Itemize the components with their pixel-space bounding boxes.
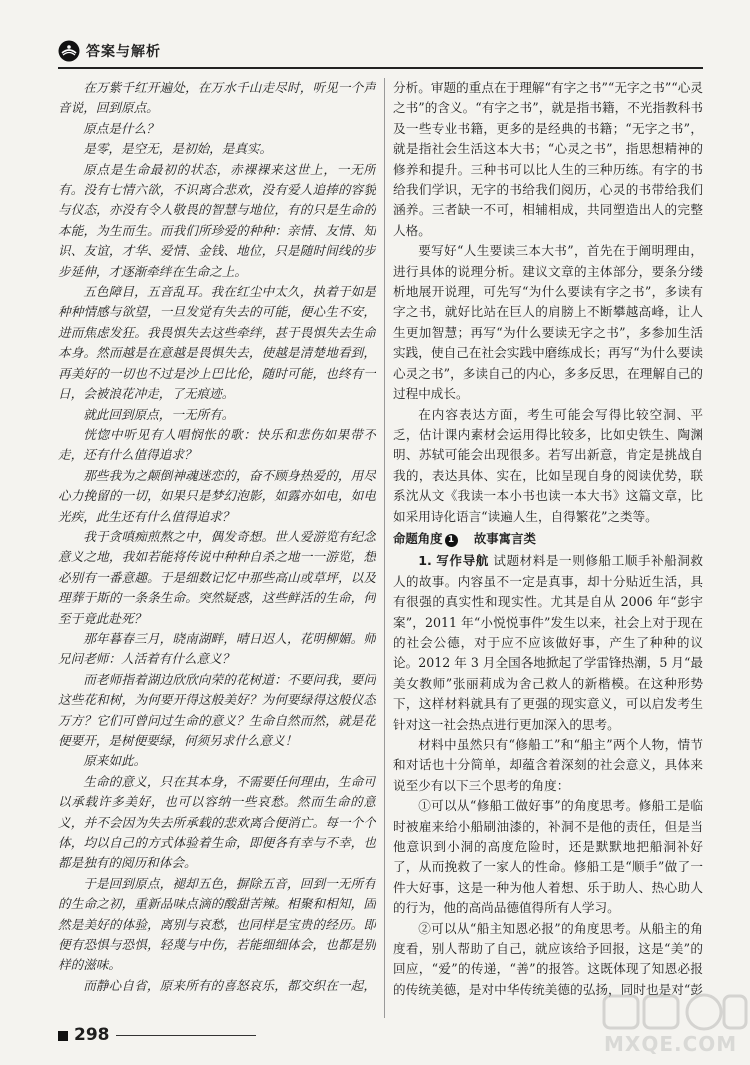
page-footer	[58, 1025, 258, 1049]
right-paragraph: 分析。审题的重点在于理解“有字之书”“无字之书”“心灵之书”的含义。“有字之书”，就是指书籍，不光指教科书及一些专业书籍，更多的是经典的书籍；“无字之书”，就是指社会生活这本大书；“心灵之书”，指思想精神的修养和提升。三种书可以比人生的三种历练。有字的书给我们学识，无字的书给我们阅历，心灵的书带给我们涵养。三者缺一不可，相辅相成，共同塑造出人的完整人格。	[393, 80, 703, 238]
right-paragraph: 在内容表达方面，考生可能会写得比较空洞、平乏，估计课内素材会运用得比较多，比如史铁生、陶渊明、苏轼可能会出现很多。若写出新意，肯定是挑战自我的，表达具体、实在，比如呈现自身的阅读优势，联系沈从文《我读一本小书也读一本大书》这篇文章，比如采用诗化语言“读遍人生，自得繁花”之类等。	[393, 406, 703, 524]
page-number: 298	[74, 1025, 110, 1045]
left-column	[58, 78, 376, 998]
question-1	[393, 551, 703, 735]
left-paragraph: 那些我为之颠倒神魂迷恋的，奋不顾身热爱的，用尽心力挽留的一切，如果只是梦幻泡影，如露亦如电，如电光疾，此生还有什么值得追求？	[58, 467, 376, 524]
left-paragraph: 而老师指着湖边欣欣向荣的花树道：不要问我，要问这些花和树，为何要开得这般美好？为何要绿得这般仪态万方？它们可曾问过生命的意义？生命自然而然，就是花便要开，是树便要绿，何须另求什么意义！	[58, 671, 376, 748]
left-paragraph: 在万紫千红开遍处，在万水千山走尽时，听见一个声音说，回到原点。	[58, 80, 376, 116]
left-paragraph: 五色障目，五音乱耳。我在红尘中太久，执着于如是种种情感与欲望，一旦发觉有失去的可能，便心生不安，进而焦虑发狂。我畏惧失去这些牵绊，甚于畏惧失去生命本身。然而越是在意越是畏惧失去，使越是清楚地看到，再美好的一切也不过是沙上巴比伦，随时可能，也终有一日，会被浪花冲走，了无痕迹。	[58, 284, 376, 402]
left-paragraph: 就此回到原点，一无所有。	[83, 406, 235, 422]
right-paragraph: 要写好“人生要读三本大书”，首先在于阐明理由，进行具体的说理分析。建议文章的主体部分，要条分缕析地展开说理，可先写“为什么要读有字之书”，多读有字之书，就好比站在巨人的肩膀上不断攀越高峰，让人生更加智慧；再写“为什么要读无字之书”，多参加生活实践，使自己在社会实践中磨练成长；再写“为什么要读心灵之书”，多读自己的内心，多多反思，在理解自己的过程中成长。	[393, 243, 703, 402]
section-badge: 1	[445, 534, 458, 547]
left-paragraph: 生命的意义，只在其本身，不需要任何理由，生命可以承载许多美好，也可以容纳一些哀愁。然而生命的意义，并不会因为失去所承载的悲欢离合便消亡。每一个个体，均以自己的方式体验着生命，即便各有幸与不幸，也都是独有的阅历和体会。	[58, 773, 376, 871]
right-paragraph: ①可以从“修船工做好事”的角度思考。修船工是临时被雇来给小船刷油漆的，补洞不是他的责任，但是当他意识到小洞的高度危险时，还是默默地把船洞补好了，从而挽救了一家人的性命。修船工是“顺手”做了一件大好事，这是一种为他人着想、乐于助人、热心助人的行为，他的高尚品德值得所有人学习。	[393, 798, 703, 916]
footer-square-icon	[58, 1031, 68, 1041]
left-paragraph: 恍惚中听见有人唱悯怅的歌：快乐和悲伤如果带不走，还有什么值得追求？	[58, 426, 376, 463]
section-heading	[393, 529, 703, 549]
header-rule	[58, 67, 703, 69]
question-number: 1.	[418, 553, 432, 569]
header-title: 答案与解析	[86, 44, 161, 60]
section-label: 命题角度	[393, 530, 443, 546]
left-paragraph: 于是回到原点，褪却五色，摒除五音，回到一无所有的生命之初，重新品味点滴的酸甜苦辣。相聚和相知，固然是美好的体验，离别与哀愁，也同样是宝贵的经历。即便有恐惧与恐惧，轻蔑与中伤，若能细细体会，也都是别样的滋味。	[58, 875, 376, 973]
question-text: 试题材料是一则修船工顺手补船洞救人的故事。内容虽不一定是真事，却十分贴近生活，具有很强的真实性和现实性。尤其是自从 2006 年“彭宇案”，2011 年“小悦悦事件”发生以来，社会上对于现在的社会公德，对于应不应该做好事，产生了种种的议论。2012 年 3 月全国各地掀起了学雷锋热潮，5 月“最美女教师”张丽莉成为舍己救人的新楷模。在这种形势下，这样材料就具有了更强的现实意义，可以启发考生针对这一社会热点进行更加深入的思考。	[393, 553, 703, 732]
watermark-text: MXQE.COM	[604, 1032, 738, 1056]
watermark	[600, 990, 750, 1065]
watermark-logo-icon	[600, 990, 750, 1034]
right-paragraph: ②可以从“船主知恩必报”的角度思考。从船主的角度看，别人帮助了自己，就应该给予回报，这是“美”的回应，“爱”的传递，“善”的报答。这既体现了知恩必报的传统美德，是对中华传统美德的弘扬，同时也是对“彭	[393, 920, 703, 997]
right-column	[393, 78, 703, 998]
left-paragraph: 原来如此。	[83, 753, 147, 769]
column-divider	[384, 78, 385, 1018]
question-label: 写作导航	[436, 553, 489, 569]
book-logo-icon	[58, 40, 80, 62]
left-paragraph: 那年暮春三月，晓南湖畔，晴日迟人，花明柳媚。师兄问老师：人活着有什么意义？	[58, 630, 376, 667]
footer-line	[116, 1035, 256, 1036]
section-title: 故事寓言类	[473, 530, 536, 546]
page-header	[58, 38, 703, 64]
left-paragraph: 是零，是空无，是初始，是真实。	[83, 141, 273, 157]
right-paragraph: 材料中虽然只有“修船工”和“船主”两个人物，情节和对话也十分简单，却蕴含着深刻的社会意义，具体来说至少有以下三个思考的角度：	[393, 737, 703, 793]
left-paragraph: 我于贪嗔痴煎熬之中，偶发奇想。世人爱游览有纪念意义之地，我如若能将传说中种种自杀之地一一游览，想必别有一番意趣。于是细数记忆中那些高山或草坪，以及理葬于斯的一条条生命。突然疑惑，这些鲜活的生命，何至于竟此赴死？	[58, 528, 376, 626]
left-paragraph: 原点是生命最初的状态，赤裸裸来这世上，一无所有。没有七情六欲，不识离合悲欢，没有爱人追捧的容貌与仪态，亦没有令人敬畏的智慧与地位，有的只是生命的本能，为生而生。而我们所珍爱的种种：亲情、友情、知识、友谊，才华、爱情、金钱、地位，只是随时间线的步步延伸，才逐渐牵绊在生命之上。	[58, 161, 376, 279]
left-paragraph: 原点是什么？	[83, 120, 159, 136]
left-paragraph: 而静心自省，原来所有的喜怒哀乐，都交织在一起，	[83, 977, 376, 993]
